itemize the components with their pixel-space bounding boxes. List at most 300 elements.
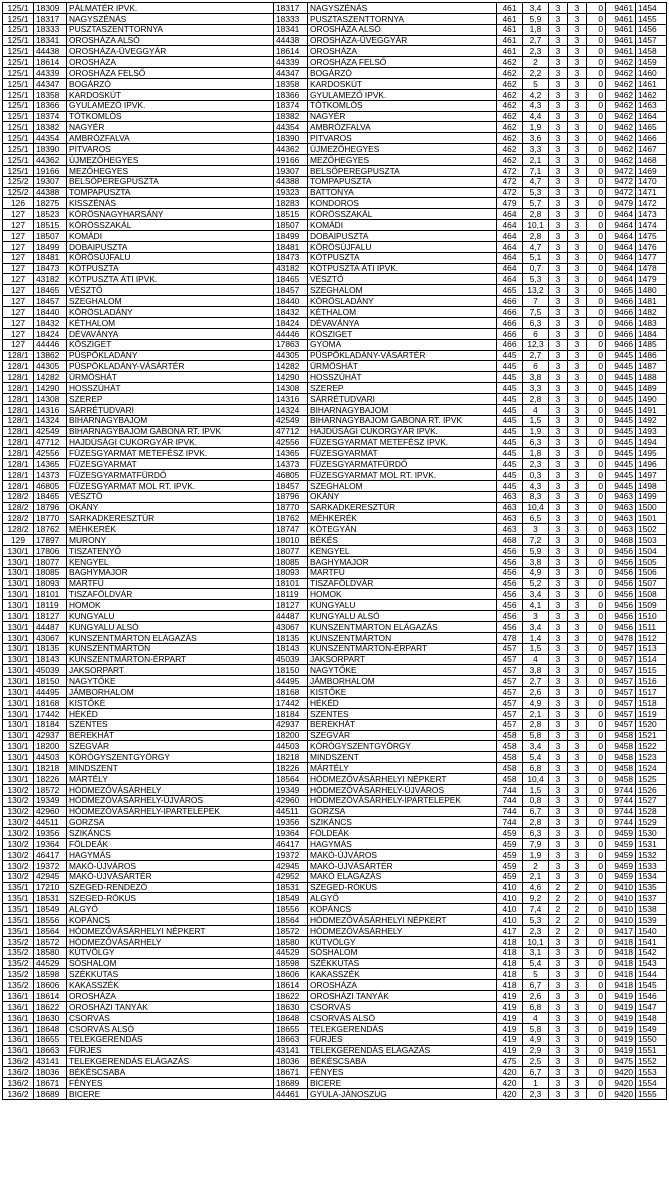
cell-to-station-code: 18762 (274, 513, 308, 524)
cell-from-station-code: 18135 (34, 643, 67, 654)
cell-row-id: 1523 (636, 752, 667, 763)
cell-to-station-code: 18440 (274, 296, 308, 307)
cell-line-number: 125/1 (3, 35, 34, 46)
cell-track-class-b: 3 (568, 274, 587, 285)
cell-from-station-code: 43067 (34, 632, 67, 643)
cell-length-km: 4,9 (523, 698, 549, 709)
cell-from-station-code: 44305 (34, 361, 67, 372)
cell-to-station-name: JAKSORPART (308, 654, 497, 665)
cell-flag: 0 (587, 567, 606, 578)
cell-flag: 0 (587, 806, 606, 817)
cell-track-class-a: 3 (549, 426, 568, 437)
cell-flag: 0 (587, 35, 606, 46)
cell-to-station-code: 44438 (274, 35, 308, 46)
cell-length-km: 4,1 (523, 600, 549, 611)
cell-track-class-b: 3 (568, 24, 587, 35)
cell-section-group: 445 (497, 361, 523, 372)
cell-track-class-a: 3 (549, 393, 568, 404)
cell-to-station-name: BÉKÉS (308, 535, 497, 546)
cell-track-class-a: 3 (549, 491, 568, 502)
cell-from-station-name: BEREKHÁT (67, 730, 274, 741)
cell-from-station-code: 18663 (34, 1045, 67, 1056)
cell-track-class-b: 3 (568, 980, 587, 991)
table-row (3, 936, 667, 947)
cell-from-station-name: KOPÁNCS (67, 915, 274, 926)
cell-section-code: 9456 (606, 567, 636, 578)
cell-length-km: 5,4 (523, 958, 549, 969)
cell-to-station-code: 18127 (274, 600, 308, 611)
cell-line-number: 125/2 (3, 187, 34, 198)
cell-from-station-code: 18465 (34, 285, 67, 296)
cell-section-code: 9462 (606, 89, 636, 100)
cell-section-code: 9462 (606, 133, 636, 144)
cell-section-group: 456 (497, 600, 523, 611)
cell-track-class-a: 3 (549, 480, 568, 491)
cell-section-group: 466 (497, 328, 523, 339)
cell-from-station-name: HOMOK (67, 600, 274, 611)
cell-section-group: 420 (497, 1078, 523, 1089)
cell-from-station-code: 19372 (34, 860, 67, 871)
cell-flag: 0 (587, 1045, 606, 1056)
cell-section-code: 9463 (606, 524, 636, 535)
cell-track-class-b: 3 (568, 589, 587, 600)
cell-track-class-a: 3 (549, 241, 568, 252)
cell-track-class-b: 3 (568, 296, 587, 307)
cell-track-class-b: 3 (568, 165, 587, 176)
cell-to-station-code: 18747 (274, 524, 308, 535)
cell-section-group: 420 (497, 1088, 523, 1099)
table-row (3, 1067, 667, 1078)
cell-section-group: 464 (497, 231, 523, 242)
cell-section-code: 9419 (606, 1012, 636, 1023)
cell-line-number: 135/1 (3, 926, 34, 937)
cell-row-id: 1550 (636, 1034, 667, 1045)
cell-section-group: 457 (497, 676, 523, 687)
table-row (3, 915, 667, 926)
cell-row-id: 1456 (636, 24, 667, 35)
cell-from-station-code: 18309 (34, 3, 67, 14)
cell-from-station-code: 46805 (34, 480, 67, 491)
cell-to-station-name: KOPÁNCS (308, 904, 497, 915)
cell-track-class-a: 3 (549, 252, 568, 263)
cell-track-class-b: 3 (568, 404, 587, 415)
cell-row-id: 1553 (636, 1067, 667, 1078)
cell-section-code: 9459 (606, 828, 636, 839)
cell-length-km: 4,4 (523, 111, 549, 122)
cell-to-station-code: 44305 (274, 350, 308, 361)
cell-to-station-code: 18507 (274, 220, 308, 231)
table-row (3, 176, 667, 187)
cell-length-km: 7,4 (523, 904, 549, 915)
cell-section-code: 9463 (606, 513, 636, 524)
cell-row-id: 1532 (636, 850, 667, 861)
table-row (3, 393, 667, 404)
cell-to-station-code: 44446 (274, 328, 308, 339)
cell-length-km: 3,4 (523, 621, 549, 632)
cell-section-code: 9445 (606, 459, 636, 470)
cell-row-id: 1506 (636, 567, 667, 578)
cell-to-station-name: BEREKHÁT (308, 719, 497, 730)
cell-line-number: 130/2 (3, 839, 34, 850)
cell-line-number: 130/1 (3, 556, 34, 567)
cell-to-station-code: 18572 (274, 926, 308, 937)
cell-from-station-name: OROSHÁZA ALSÓ (67, 35, 274, 46)
table-row (3, 361, 667, 372)
cell-to-station-name: TOMPAPUSZTA (308, 176, 497, 187)
cell-line-number: 127 (3, 307, 34, 318)
cell-from-station-name: KÉTHALOM (67, 317, 274, 328)
cell-track-class-a: 3 (549, 774, 568, 785)
table-row (3, 57, 667, 68)
cell-from-station-name: SZIKÁNCS (67, 828, 274, 839)
table-row (3, 307, 667, 318)
cell-track-class-b: 2 (568, 926, 587, 937)
cell-line-number: 136/1 (3, 1023, 34, 1034)
cell-track-class-a: 3 (549, 415, 568, 426)
cell-from-station-code: 19307 (34, 176, 67, 187)
cell-track-class-a: 3 (549, 719, 568, 730)
cell-section-code: 9419 (606, 1034, 636, 1045)
cell-track-class-b: 3 (568, 730, 587, 741)
cell-row-id: 1491 (636, 404, 667, 415)
table-row (3, 100, 667, 111)
cell-section-code: 9461 (606, 24, 636, 35)
cell-to-station-code: 47712 (274, 426, 308, 437)
cell-to-station-code: 43141 (274, 1045, 308, 1056)
cell-section-code: 9475 (606, 1056, 636, 1067)
cell-to-station-name: MAKÓ-ÚJVÁROS (308, 850, 497, 861)
cell-section-code: 9420 (606, 1088, 636, 1099)
cell-flag: 0 (587, 241, 606, 252)
cell-row-id: 1487 (636, 361, 667, 372)
cell-from-station-name: JÁMBORHALOM (67, 687, 274, 698)
cell-to-station-code: 19323 (274, 187, 308, 198)
cell-track-class-b: 3 (568, 828, 587, 839)
table-row (3, 795, 667, 806)
cell-to-station-name: KÉTHALOM (308, 307, 497, 318)
cell-section-group: 744 (497, 817, 523, 828)
cell-line-number: 129 (3, 535, 34, 546)
cell-section-group: 461 (497, 13, 523, 24)
cell-section-group: 466 (497, 296, 523, 307)
cell-flag: 0 (587, 893, 606, 904)
table-row (3, 383, 667, 394)
cell-line-number: 125/1 (3, 165, 34, 176)
table-row (3, 415, 667, 426)
cell-line-number: 127 (3, 274, 34, 285)
cell-to-station-code: 17442 (274, 698, 308, 709)
cell-flag: 0 (587, 383, 606, 394)
cell-from-station-code: 42937 (34, 730, 67, 741)
cell-row-id: 1460 (636, 68, 667, 79)
cell-section-code: 9463 (606, 502, 636, 513)
cell-row-id: 1494 (636, 437, 667, 448)
cell-section-group: 466 (497, 339, 523, 350)
cell-section-group: 410 (497, 904, 523, 915)
table-row (3, 600, 667, 611)
cell-from-station-code: 45039 (34, 665, 67, 676)
cell-row-id: 1514 (636, 654, 667, 665)
cell-track-class-b: 3 (568, 513, 587, 524)
cell-from-station-code: 18564 (34, 926, 67, 937)
table-row (3, 643, 667, 654)
table-row (3, 698, 667, 709)
cell-track-class-b: 3 (568, 817, 587, 828)
table-row (3, 589, 667, 600)
table-row (3, 1088, 667, 1099)
cell-track-class-b: 3 (568, 220, 587, 231)
cell-section-group: 465 (497, 285, 523, 296)
cell-section-code: 9464 (606, 209, 636, 220)
cell-length-km: 10,1 (523, 936, 549, 947)
table-row (3, 567, 667, 578)
cell-to-station-code: 18564 (274, 915, 308, 926)
cell-row-id: 1516 (636, 676, 667, 687)
cell-length-km: 13,2 (523, 285, 549, 296)
table-row (3, 828, 667, 839)
cell-line-number: 130/1 (3, 567, 34, 578)
cell-row-id: 1458 (636, 46, 667, 57)
cell-to-station-code: 18598 (274, 958, 308, 969)
cell-from-station-code: 18796 (34, 502, 67, 513)
cell-from-station-code: 18614 (34, 57, 67, 68)
cell-row-id: 1521 (636, 730, 667, 741)
cell-to-station-code: 14365 (274, 448, 308, 459)
cell-from-station-code: 18077 (34, 556, 67, 567)
cell-from-station-code: 17806 (34, 545, 67, 556)
cell-from-station-name: SZENTES (67, 719, 274, 730)
cell-section-code: 9445 (606, 372, 636, 383)
cell-flag: 0 (587, 339, 606, 350)
cell-from-station-code: 44511 (34, 817, 67, 828)
cell-from-station-code: 18499 (34, 241, 67, 252)
cell-line-number: 128/1 (3, 426, 34, 437)
cell-from-station-code: 44495 (34, 687, 67, 698)
cell-line-number: 130/2 (3, 817, 34, 828)
cell-line-number: 136/2 (3, 1056, 34, 1067)
cell-track-class-b: 3 (568, 795, 587, 806)
cell-section-group: 456 (497, 545, 523, 556)
cell-from-station-code: 18549 (34, 904, 67, 915)
cell-section-code: 9459 (606, 871, 636, 882)
cell-from-station-name: HÓDMEZŐVÁSÁRHELY (67, 936, 274, 947)
cell-to-station-name: SÁRRÉTUDVARI (308, 393, 497, 404)
cell-to-station-name: OROSHÁZI TANYÁK (308, 991, 497, 1002)
cell-section-group: 462 (497, 57, 523, 68)
cell-from-station-name: MINDSZENT (67, 763, 274, 774)
table-row (3, 252, 667, 263)
cell-length-km: 2,8 (523, 393, 549, 404)
cell-from-station-name: OROSHÁZA (67, 991, 274, 1002)
cell-to-station-name: PUSZTASZENTTORNYA (308, 13, 497, 24)
cell-track-class-b: 2 (568, 893, 587, 904)
cell-from-station-name: BOGÁRZÓ (67, 79, 274, 90)
cell-section-group: 461 (497, 46, 523, 57)
cell-flag: 0 (587, 220, 606, 231)
cell-line-number: 130/1 (3, 752, 34, 763)
cell-from-station-name: HÉKÉD (67, 708, 274, 719)
cell-line-number: 128/1 (3, 350, 34, 361)
cell-from-station-code: 42960 (34, 806, 67, 817)
cell-section-code: 9458 (606, 752, 636, 763)
cell-line-number: 125/1 (3, 24, 34, 35)
cell-line-number: 127 (3, 328, 34, 339)
table-row (3, 871, 667, 882)
cell-track-class-b: 3 (568, 339, 587, 350)
cell-track-class-b: 3 (568, 79, 587, 90)
cell-from-station-code: 14308 (34, 393, 67, 404)
cell-length-km: 2,7 (523, 676, 549, 687)
cell-to-station-name: KÖTEGYÁN (308, 524, 497, 535)
cell-section-code: 9464 (606, 263, 636, 274)
cell-track-class-a: 3 (549, 263, 568, 274)
cell-section-group: 420 (497, 1067, 523, 1078)
cell-section-group: 418 (497, 958, 523, 969)
cell-flag: 0 (587, 404, 606, 415)
cell-from-station-code: 18101 (34, 589, 67, 600)
cell-flag: 0 (587, 350, 606, 361)
cell-to-station-code: 18119 (274, 589, 308, 600)
cell-from-station-name: CSORVÁS ALSÓ (67, 1023, 274, 1034)
cell-from-station-name: MÁRTÉLY (67, 774, 274, 785)
cell-to-station-name: KÓTPUSZTA ÁTI IPVK. (308, 263, 497, 274)
cell-line-number: 130/2 (3, 784, 34, 795)
cell-from-station-code: 18226 (34, 774, 67, 785)
cell-section-group: 462 (497, 79, 523, 90)
cell-section-code: 9457 (606, 676, 636, 687)
table-row (3, 491, 667, 502)
cell-track-class-a: 3 (549, 13, 568, 24)
cell-track-class-a: 3 (549, 752, 568, 763)
cell-track-class-a: 3 (549, 144, 568, 155)
cell-flag: 0 (587, 632, 606, 643)
cell-to-station-code: 18770 (274, 502, 308, 513)
cell-track-class-a: 3 (549, 611, 568, 622)
cell-line-number: 130/2 (3, 828, 34, 839)
cell-flag: 0 (587, 817, 606, 828)
cell-row-id: 1512 (636, 632, 667, 643)
cell-from-station-code: 18572 (34, 784, 67, 795)
cell-row-id: 1530 (636, 828, 667, 839)
cell-to-station-code: 18101 (274, 578, 308, 589)
cell-length-km: 7 (523, 296, 549, 307)
table-row (3, 665, 667, 676)
cell-line-number: 127 (3, 296, 34, 307)
cell-to-station-code: 18077 (274, 545, 308, 556)
cell-track-class-a: 2 (549, 904, 568, 915)
cell-from-station-code: 18671 (34, 1078, 67, 1089)
cell-to-station-name: BIHARNAGYBAJOM (308, 404, 497, 415)
cell-section-group: 417 (497, 926, 523, 937)
cell-to-station-name: CSORVÁS (308, 1002, 497, 1013)
cell-section-group: 463 (497, 524, 523, 535)
cell-section-group: 472 (497, 187, 523, 198)
cell-to-station-name: SZENTES (308, 708, 497, 719)
cell-row-id: 1463 (636, 100, 667, 111)
cell-track-class-b: 3 (568, 307, 587, 318)
cell-flag: 0 (587, 611, 606, 622)
cell-row-id: 1535 (636, 882, 667, 893)
cell-track-class-a: 3 (549, 1023, 568, 1034)
table-row (3, 1056, 667, 1067)
cell-to-station-code: 42952 (274, 871, 308, 882)
cell-row-id: 1528 (636, 806, 667, 817)
cell-length-km: 2,1 (523, 871, 549, 882)
cell-length-km: 4,9 (523, 1034, 549, 1045)
cell-line-number: 135/1 (3, 915, 34, 926)
table-row (3, 741, 667, 752)
cell-track-class-a: 3 (549, 969, 568, 980)
cell-to-station-code: 43067 (274, 621, 308, 632)
cell-from-station-code: 44347 (34, 79, 67, 90)
cell-from-station-name: FÖLDEÁK (67, 839, 274, 850)
cell-length-km: 4,2 (523, 89, 549, 100)
cell-track-class-a: 3 (549, 437, 568, 448)
cell-track-class-b: 3 (568, 155, 587, 166)
cell-from-station-name: NAGYTŐKE (67, 676, 274, 687)
cell-from-station-code: 18200 (34, 741, 67, 752)
cell-to-station-code: 14282 (274, 361, 308, 372)
cell-section-code: 9419 (606, 1002, 636, 1013)
cell-to-station-code: 18671 (274, 1067, 308, 1078)
table-row (3, 328, 667, 339)
cell-section-group: 445 (497, 415, 523, 426)
cell-to-station-name: SZEGED-RÓKUS (308, 882, 497, 893)
cell-line-number: 128/1 (3, 469, 34, 480)
cell-to-station-code: 18655 (274, 1023, 308, 1034)
cell-from-station-name: MAKÓ-ÚJVÁSÁRTÉR (67, 871, 274, 882)
cell-section-code: 9410 (606, 893, 636, 904)
cell-to-station-name: HAJDÚSÁGI CUKORGYÁR IPVK. (308, 426, 497, 437)
railway-section-table (2, 2, 667, 1100)
cell-row-id: 1470 (636, 176, 667, 187)
cell-to-station-code: 44461 (274, 1088, 308, 1099)
cell-from-station-name: MARTFŰ (67, 578, 274, 589)
table-row (3, 122, 667, 133)
cell-track-class-b: 3 (568, 122, 587, 133)
cell-to-station-name: ÚJMEZŐHEGYES (308, 144, 497, 155)
cell-length-km: 6,5 (523, 513, 549, 524)
cell-from-station-code: 42556 (34, 448, 67, 459)
cell-flag: 0 (587, 850, 606, 861)
cell-from-station-name: BAGHYMAJOR (67, 567, 274, 578)
cell-to-station-name: VÉSZTŐ (308, 274, 497, 285)
cell-to-station-name: FÖLDEÁK (308, 828, 497, 839)
cell-flag: 0 (587, 415, 606, 426)
cell-track-class-b: 3 (568, 643, 587, 654)
cell-length-km: 1,5 (523, 415, 549, 426)
cell-section-group: 459 (497, 839, 523, 850)
cell-to-station-code: 14290 (274, 372, 308, 383)
cell-section-group: 445 (497, 448, 523, 459)
cell-row-id: 1464 (636, 111, 667, 122)
cell-length-km: 5,9 (523, 13, 549, 24)
cell-track-class-b: 3 (568, 687, 587, 698)
table-row (3, 839, 667, 850)
table-row (3, 1002, 667, 1013)
cell-section-group: 744 (497, 784, 523, 795)
cell-row-id: 1534 (636, 871, 667, 882)
cell-line-number: 125/1 (3, 133, 34, 144)
cell-row-id: 1515 (636, 665, 667, 676)
cell-section-group: 464 (497, 274, 523, 285)
cell-track-class-b: 3 (568, 524, 587, 535)
table-row (3, 806, 667, 817)
cell-to-station-name: SZEGVÁR (308, 730, 497, 741)
cell-track-class-a: 3 (549, 860, 568, 871)
cell-to-station-code: 14324 (274, 404, 308, 415)
cell-from-station-name: ÜRMÖSHÁT (67, 372, 274, 383)
